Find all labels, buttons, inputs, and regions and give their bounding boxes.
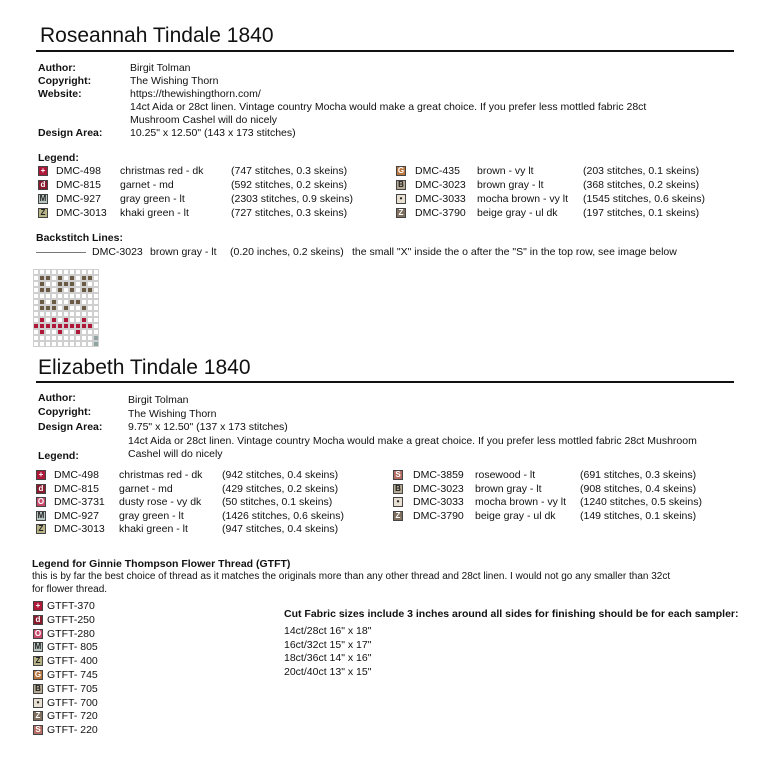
gtft-code: GTFT- 720 — [47, 710, 98, 723]
legend-color-name: mocha brown - vy lt — [477, 193, 569, 205]
sampler1-backstitch-label: Backstitch Lines: — [36, 232, 123, 244]
legend-color-name: gray green - lt — [120, 193, 185, 205]
legend-stitch-count: (747 stitches, 0.3 skeins) — [231, 165, 348, 177]
gtft-symbol-icon: M — [34, 642, 42, 652]
sampler2-author: Birgit Tolman — [128, 394, 189, 406]
gtft-code: GTFT-280 — [47, 627, 95, 640]
gtft-heading: Legend for Ginnie Thompson Flower Thread (GTFT) — [32, 558, 291, 570]
legend-color-name: christmas red - dk — [120, 165, 204, 177]
legend-symbol-icon: O — [37, 497, 45, 507]
legend-code: DMC-3731 — [54, 496, 105, 509]
sampler2-author-label: Author: — [38, 392, 76, 404]
fabric-size-item: 20ct/40ct 13" x 15" — [284, 665, 372, 678]
legend-stitch-count: (197 stitches, 0.1 skeins) — [583, 207, 700, 219]
legend-stitch-count: (50 stitches, 0.1 skeins) — [222, 496, 333, 509]
legend-code: DMC-3790 — [415, 207, 466, 219]
legend-color-name: khaki green - lt — [120, 207, 189, 219]
legend-symbol-icon: + — [36, 470, 46, 480]
legend-code: DMC-927 — [54, 509, 99, 522]
sampler1-title: Roseannah Tindale 1840 — [40, 24, 274, 47]
gtft-description-line2: for flower thread. — [32, 584, 108, 595]
legend-code: DMC-815 — [56, 179, 101, 191]
sampler1-website-label: Website: — [38, 88, 82, 100]
legend-code: DMC-3859 — [413, 469, 464, 481]
sampler2-legend-label: Legend: — [38, 450, 79, 462]
legend-code: DMC-3033 — [413, 496, 464, 509]
chart-preview-image — [33, 265, 99, 349]
legend-code: DMC-498 — [56, 165, 101, 177]
gtft-symbol-icon: S — [33, 725, 43, 735]
legend-code: DMC-498 — [54, 469, 99, 481]
fabric-size-item: 16ct/32ct 15" x 17" — [284, 638, 372, 651]
legend-symbol-icon: d — [36, 484, 46, 494]
legend-stitch-count: (429 stitches, 0.2 skeins) — [222, 482, 339, 495]
legend-symbol-icon: Z — [36, 524, 46, 534]
sampler2-title-rule — [36, 381, 734, 383]
legend-symbol-icon: • — [393, 497, 403, 507]
gtft-code: GTFT-250 — [47, 613, 95, 626]
fabric-size-item: 14ct/28ct 16" x 18" — [284, 625, 372, 637]
legend-color-name: christmas red - dk — [119, 469, 203, 481]
legend-stitch-count: (149 stitches, 0.1 skeins) — [580, 509, 697, 522]
legend-symbol-icon: Z — [393, 511, 403, 521]
legend-code: DMC-3033 — [415, 193, 466, 205]
fabric-size-item: 18ct/36ct 14" x 16" — [284, 652, 372, 664]
legend-stitch-count: (2303 stitches, 0.9 skeins) — [231, 193, 353, 205]
sampler1-backstitch-code: DMC-3023 — [92, 246, 143, 258]
gtft-code: GTFT-370 — [47, 600, 95, 612]
gtft-symbol-icon: Z — [33, 656, 43, 666]
legend-symbol-icon: M — [37, 510, 45, 520]
legend-code: DMC-927 — [56, 193, 101, 205]
legend-code: DMC-3023 — [415, 179, 466, 191]
gtft-description-line1: this is by far the best choice of thread as it matches the originals more than any other thread and 28ct linen. I would not go any smaller than 32ct — [32, 571, 671, 582]
sampler1-design-area: 10.25" x 12.50" (143 x 173 stitches) — [130, 127, 296, 139]
gtft-code: GTFT- 220 — [47, 724, 98, 737]
legend-stitch-count: (908 stitches, 0.4 skeins) — [580, 482, 697, 495]
sampler1-legend-label: Legend: — [38, 152, 79, 164]
gtft-symbol-icon: O — [34, 628, 42, 638]
legend-color-name: beige gray - ul dk — [477, 207, 558, 219]
sampler1-author-label: Author: — [38, 62, 76, 74]
fabric-heading: Cut Fabric sizes include 3 inches around all sides for finishing should be for each sampler: — [284, 608, 739, 620]
sampler1-backstitch-note: the small "X" inside the o after the "S" in the top row, see image below — [352, 246, 677, 258]
legend-symbol-icon: Z — [38, 208, 48, 218]
legend-symbol-icon: • — [396, 194, 406, 204]
gtft-code: GTFT- 745 — [47, 669, 98, 681]
sampler1-backstitch-name: brown gray - lt — [150, 246, 217, 258]
legend-stitch-count: (1545 stitches, 0.6 skeins) — [583, 193, 705, 205]
gtft-symbol-icon: d — [33, 615, 43, 625]
legend-color-name: garnet - md — [119, 482, 173, 495]
legend-symbol-icon: Z — [396, 208, 406, 218]
legend-stitch-count: (592 stitches, 0.2 skeins) — [231, 179, 348, 191]
sampler2-design-area: 9.75" x 12.50" (137 x 173 stitches) — [128, 421, 288, 433]
legend-color-name: beige gray - ul dk — [475, 509, 556, 522]
legend-stitch-count: (368 stitches, 0.2 skeins) — [583, 179, 700, 191]
sampler1-note-line2: Mushroom Cashel will do nicely — [130, 114, 278, 126]
sampler2-copyright: The Wishing Thorn — [128, 408, 217, 420]
legend-stitch-count: (942 stitches, 0.4 skeins) — [222, 469, 339, 481]
legend-symbol-icon: B — [393, 484, 403, 494]
legend-color-name: rosewood - lt — [475, 469, 536, 481]
legend-color-name: gray green - lt — [119, 509, 184, 522]
gtft-code: GTFT- 700 — [47, 696, 98, 709]
gtft-code: GTFT- 805 — [47, 641, 98, 654]
sampler2-design-area-label: Design Area: — [38, 421, 103, 433]
gtft-symbol-icon: B — [33, 684, 43, 694]
gtft-symbol-icon: • — [33, 698, 43, 708]
sampler1-design-area-label: Design Area: — [38, 127, 103, 139]
gtft-symbol-icon: + — [33, 601, 43, 611]
legend-stitch-count: (947 stitches, 0.4 skeins) — [222, 523, 339, 536]
sampler2-title: Elizabeth Tindale 1840 — [38, 356, 251, 379]
sampler1-copyright: The Wishing Thorn — [130, 75, 219, 87]
legend-stitch-count: (691 stitches, 0.3 skeins) — [580, 469, 697, 481]
sampler1-backstitch-count: (0.20 inches, 0.2 skeins) — [230, 246, 344, 258]
sampler1-website-link[interactable]: https://thewishingthorn.com/ — [130, 88, 261, 100]
legend-symbol-icon: B — [396, 180, 406, 190]
legend-color-name: dusty rose - vy dk — [119, 496, 202, 509]
legend-code: DMC-815 — [54, 482, 99, 495]
gtft-code: GTFT- 705 — [47, 682, 98, 695]
sampler1-title-rule — [36, 50, 734, 52]
backstitch-line-swatch — [36, 252, 86, 253]
legend-code: DMC-3790 — [413, 509, 464, 522]
sampler1-note-line1: 14ct Aida or 28ct linen. Vintage country Mocha would make a great choice. If you prefer less mottled fabric 28ct — [130, 101, 647, 113]
legend-color-name: brown gray - lt — [475, 482, 542, 495]
sampler2-note-line2: Cashel will do nicely — [128, 448, 223, 460]
legend-symbol-icon: + — [38, 166, 48, 176]
gtft-code: GTFT- 400 — [47, 655, 98, 668]
legend-symbol-icon: G — [397, 166, 405, 175]
legend-stitch-count: (203 stitches, 0.1 skeins) — [583, 165, 700, 177]
sampler2-copyright-label: Copyright: — [38, 406, 92, 418]
legend-code: DMC-3013 — [54, 523, 105, 536]
gtft-symbol-icon: G — [34, 670, 42, 679]
legend-color-name: brown gray - lt — [477, 179, 544, 191]
legend-stitch-count: (727 stitches, 0.3 skeins) — [231, 207, 348, 219]
legend-symbol-icon: S — [393, 470, 403, 480]
legend-code: DMC-3023 — [413, 482, 464, 495]
legend-color-name: khaki green - lt — [119, 523, 188, 536]
legend-stitch-count: (1240 stitches, 0.5 skeins) — [580, 496, 702, 509]
gtft-symbol-icon: Z — [33, 711, 43, 721]
legend-code: DMC-3013 — [56, 207, 107, 219]
legend-color-name: garnet - md — [120, 179, 174, 191]
legend-symbol-icon: M — [39, 194, 47, 203]
sampler1-copyright-label: Copyright: — [38, 75, 92, 87]
sampler2-note-line1: 14ct Aida or 28ct linen. Vintage country Mocha would make a great choice. If you prefer less mottled fabric 28ct Mushroom — [128, 435, 697, 447]
chart-cell — [93, 341, 99, 347]
sampler1-author: Birgit Tolman — [130, 62, 191, 74]
legend-symbol-icon: d — [38, 180, 48, 190]
legend-stitch-count: (1426 stitches, 0.6 skeins) — [222, 509, 344, 522]
legend-color-name: mocha brown - vy lt — [475, 496, 567, 509]
legend-code: DMC-435 — [415, 165, 460, 177]
legend-color-name: brown - vy lt — [477, 165, 534, 177]
